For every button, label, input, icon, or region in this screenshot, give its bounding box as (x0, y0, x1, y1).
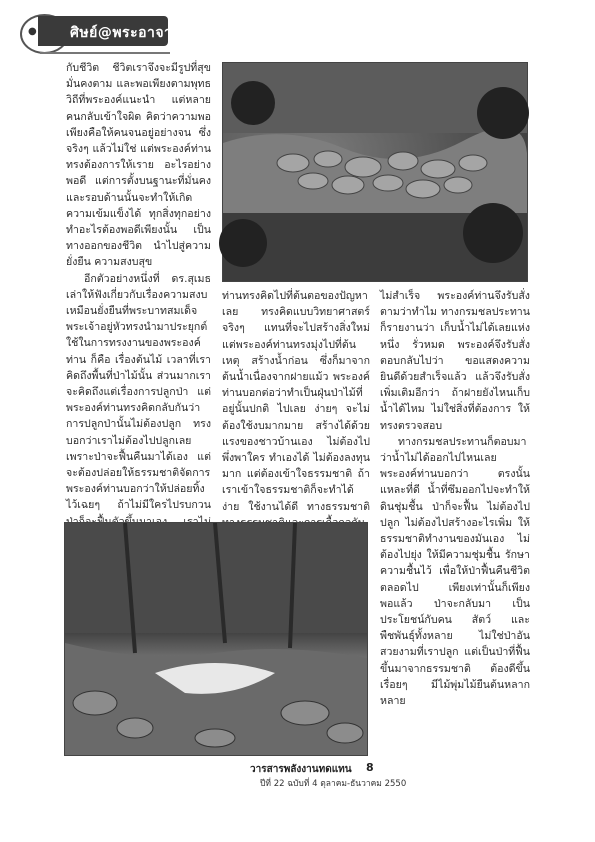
photo-stone-wall-forest (222, 62, 528, 282)
photo-stream-graphic (65, 523, 367, 755)
article-column-1 (66, 60, 211, 512)
paragraph: อีกตัวอย่างหนึ่งที่ ดร.สุเมธ เล่าให้ฟังเกี่ยวกับเรื่องความสงบเหมือนยั่งยืนที่พระบาทสมเด็จพระเจ้าอยู่หัวทรงนำมาประยุกต์ใช้ในการทรงงานของพระองค์ท่าน ก็คือ เรื่องต้นไม้ เวลาที่เราคิดถึงพื้นที่ป่าไม้นั้น ส่วนมากเราจะคิดถึงแต่เรื่องการปลูกป่า แต่พระองค์ท่านทรงคิดกลับกันว่า การปลูกป่านั้นไม่ต้องปลูก ทรงบอกว่าเราไม่ต้องไปปลูกเลยเพราะป่าจะฟื้นคืนมาได้เอง แต่จะต้องปล่อยให้ธรรมชาติจัดการ พระองค์ท่านบอกว่าให้ปล่อยทิ้งไว้เฉยๆ ถ้าไม่มีใครไปรบกวน (66, 272, 211, 512)
header-underline (40, 52, 170, 54)
paragraph: ทางกรมชลประทานก็ตอบมาว่าน้ำไม่ได้ออกไปไหนเลย พระองค์ท่านบอกว่า ตรงนั้นแหละที่ดี น้ำที่ซึมออกไปจะทำให้ดินชุ่มชื้น ป่าก็จะฟื้น ไม่ต้องไปปลูก ไม่ต้องไปสร้างอะไรเพิ่ม ให้ธรรมชาติทำงานของมันเอง ไม่ต้องไปยุ่ง ให้มีความชุ่มชื้น รักษาความชื้นไว้ เพื่อให้ป่าฟื้นคืนชีวิต ตลอดไป เพียงเท่านั้นก็เพียงพอแล้ว ป่าจะกลับมา เป็นประโยชน์กับคน สัตว์ และพืชพันธุ์ทั้งหลาย ไม่ใช่ป่าอันสวยงามที่เราปลูก แต่เป็นป่าที่ฟื้นขึ้นมาจากธรรมชาติ ต้องดีขึ้นเรื่อยๆ มีไม้พุ่มไม้ยืนต้นหลากหลาย (380, 435, 530, 708)
footer-magazine-title: วารสารพลังงานทดแทน (250, 764, 352, 775)
tab-dot-icon: ● (28, 26, 37, 37)
section-title: ศิษย์@พระอาจารย์ (70, 25, 190, 41)
article-column-2 (222, 288, 370, 516)
photo-forest-stream (64, 522, 368, 756)
paragraph: กับชีวิต ชีวิตเราจึงจะมีรูปที่สุขมั่นคงตาม และพอเพียงตามพุทธวิถีที่พระองค์แนะนำ แต่หลายคนกลับเข้าใจผิด คิดว่าความพอเพียงคือให้คนจนอยู่อย่างจน ซึ่งจริงๆ แล้วไม่ใช่ แต่พระองค์ท่านทรงต้องการให้เราย อะไรอย่างพอดี แต่การตั้งบนฐานะที่มั่นคงและรอบด้านนั้นจะทำให้เกิดความเข้มแข็งได้ ทุกสิ่งทุกอย่างทำอะไรต้องพอดีเพียงนั้น เป็นทางออกของชีวิต นำไปสู่ความยั่งยืน ความสงบสุข (66, 62, 211, 269)
photo-stone-wall-graphic (223, 63, 527, 281)
paragraph: ท่านทรงคิดไปที่ต้นตอของปัญหาเลย ทรงคิดแบบวิทยาศาสตร์จริงๆ แทนที่จะไปสร้างสิ่งใหม่ แต่พระองค์ท่านทรงมุ่งไปที่ต้นเหตุ สร้างน้ำก่อน ซึ่งก็มาจากต้นน้ำเนื่องจากฝายแม้ว พระองค์ท่านบอกต่อว่าทำเป็นฝุ่นป่าไม้ที่อยู่นั้นปกติ ไปเลย ง่ายๆ จะไม่ต้องใช้งบมากมาย สร้างได้ด้วยแรงของชาวบ้านเอง ไม่ต้องไปพึ่งพาใคร ทำเองได้ ไม่ต้องลงทุนมาก แต่ต้องเข้าใจธรรมชาติ ถ้าเราเข้าใจธรรมชาติก็จะทำได้ง่าย ใช้งานได้ดี ทางธรรมชาติ (222, 290, 370, 513)
footer-issue-line: ปีที่ 22 ฉบับที่ 4 ตุลาคม-ธันวาคม 2550 (260, 779, 407, 789)
footer-page-number: 8 (366, 761, 374, 774)
article-column-3 (380, 288, 530, 738)
paragraph: ไม่สำเร็จ พระองค์ท่านจึงรับสั่งตามว่าทำไม ทางกรมชลประทานก็รายงานว่า เก็บน้ำไม่ได้เลยแห่งหนึ่ง รั่วหมด พระองค์จึงรับสั่งตอบกลับไปว่า ขอแสดงความยินดีด้วยสำเร็จแล้ว แล้วจึงรับสั่งเพิ่มเติมอีกว่า ถ้าฝายยังไหนเก็บน้ำได้ไหม ไม่ใช่สิ่งที่ต้องการ ให้ทรงตรวจสอบ (380, 290, 530, 432)
